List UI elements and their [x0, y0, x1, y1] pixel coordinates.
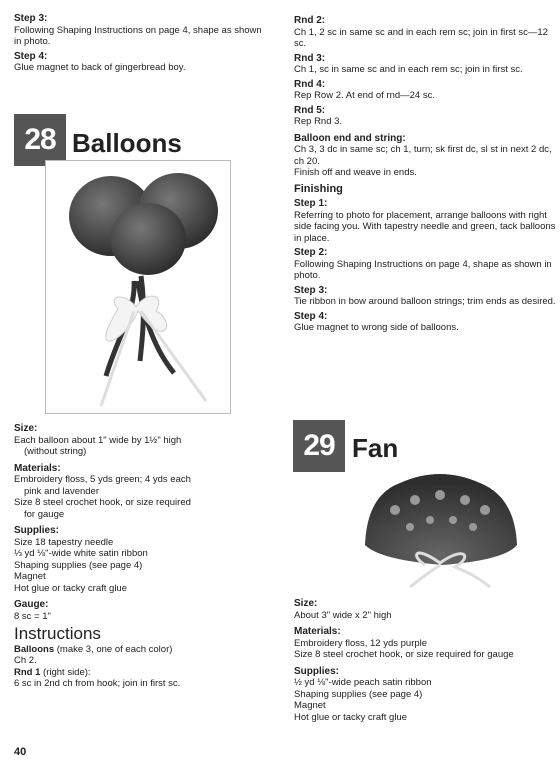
- rnd-heading: Rnd 5:: [294, 104, 326, 116]
- step-heading: Step 2:: [294, 247, 328, 258]
- materials-heading: Materials:: [294, 626, 341, 637]
- balloons-note: (make 3, one of each color): [54, 643, 173, 655]
- rnd-text: Ch 1, sc in same sc and in each rem sc; join in first sc.: [294, 64, 523, 75]
- rnd1-label: Rnd 1: [14, 666, 41, 678]
- supplies-heading: Supplies:: [294, 665, 340, 677]
- step-heading: Step 4:: [14, 50, 48, 62]
- balloons-instructions-continued: [294, 12, 556, 334]
- supplies-line: ⅓ yd ⅛"-wide white satin ribbon: [14, 548, 148, 559]
- materials-line: Size 8 steel crochet hook, or size required: [14, 497, 191, 508]
- finish-text: Finish off and weave in ends.: [294, 167, 417, 178]
- step-heading: Step 1:: [294, 198, 328, 209]
- pattern-number-badge: 29: [293, 420, 345, 472]
- balloons-label: Balloons: [14, 643, 55, 655]
- step-text: Following Shaping Instructions on page 4, shape as shown in photo.: [14, 24, 262, 47]
- step-text: Following Shaping Instructions on page 4, shape as shown in photo.: [294, 258, 552, 281]
- supplies-line: ½ yd ⅛"-wide peach satin ribbon: [294, 677, 432, 688]
- materials-line: Size 8 steel crochet hook, or size required for gauge: [294, 649, 514, 660]
- supplies-heading: Supplies:: [14, 525, 60, 536]
- pattern-number-badge: 28: [14, 114, 66, 166]
- size-heading: Size:: [294, 598, 318, 609]
- size-line: About 3" wide x 2" high: [294, 609, 392, 621]
- supplies-line: Magnet: [294, 700, 326, 711]
- step-heading: Step 4:: [294, 310, 328, 322]
- fan-photo: [355, 465, 525, 590]
- balloons-photo: [45, 160, 231, 414]
- balloons-illustration: [46, 161, 230, 413]
- gauge-line: 8 sc = 1": [14, 610, 51, 622]
- materials-line: Embroidery floss, 5 yds green; 4 yds each: [14, 474, 191, 485]
- size-line: (without string): [24, 446, 87, 457]
- materials-line: Embroidery floss, 12 yds purple: [294, 637, 428, 649]
- size-line: Each balloon about 1" wide by 1½" high: [14, 434, 182, 446]
- materials-heading: Materials:: [14, 462, 61, 474]
- supplies-line: Magnet: [14, 571, 46, 582]
- rnd-text: Ch 1, 2 sc in same sc and in each rem sc; join in first sc—12 sc.: [294, 26, 548, 49]
- step-text: Glue magnet to back of gingerbread boy.: [14, 62, 186, 73]
- rnd1-note: (right side):: [40, 666, 91, 678]
- rnd-text: Rep Rnd 3.: [294, 116, 343, 127]
- step-text: Tie ribbon in bow around balloon strings; trim ends as desired.: [294, 296, 556, 307]
- rnd-text: Rep Row 2. At end of rnd—24 sc.: [294, 90, 435, 101]
- materials-line: pink and lavender: [24, 485, 99, 497]
- balloon-end-text: Ch 3, 3 dc in same sc; ch 1, turn; sk first dc, sl st in next 2 dc, ch 20.: [294, 144, 552, 167]
- fan-illustration: [355, 465, 525, 590]
- pattern-title: Fan: [352, 433, 399, 463]
- instructions-heading: Instructions: [14, 624, 101, 643]
- step-heading: Step 3:: [294, 284, 328, 296]
- size-heading: Size:: [14, 423, 38, 434]
- supplies-line: Shaping supplies (see page 4): [14, 559, 143, 571]
- supplies-line: Size 18 tapestry needle: [14, 536, 114, 548]
- fan-specs: [294, 595, 556, 723]
- step-heading: Step 3:: [14, 13, 48, 24]
- balloon-end-heading: Balloon end and string:: [294, 132, 406, 144]
- ch2-line: Ch 2.: [14, 655, 37, 666]
- supplies-line: Hot glue or tacky craft glue: [294, 711, 407, 723]
- previous-pattern-steps: [14, 10, 269, 74]
- step-text: Referring to photo for placement, arrange balloons with right side facing you. With tapestry needle and green, tack balloons in place.: [294, 209, 556, 244]
- pattern-title: Balloons: [72, 128, 182, 158]
- gauge-heading: Gauge:: [14, 599, 49, 610]
- balloons-specs: [14, 420, 274, 690]
- materials-line: for gauge: [24, 508, 65, 520]
- finishing-heading: Finishing: [294, 182, 343, 195]
- page-number: 40: [14, 746, 27, 758]
- rnd1-line: 6 sc in 2nd ch from hook; join in first sc.: [14, 678, 181, 689]
- rnd-heading: Rnd 3:: [294, 52, 326, 64]
- rnd-heading: Rnd 4:: [294, 78, 326, 90]
- rnd-heading: Rnd 2:: [294, 15, 326, 26]
- supplies-line: Hot glue or tacky craft glue: [14, 582, 127, 594]
- supplies-line: Shaping supplies (see page 4): [294, 688, 423, 700]
- step-text: Glue magnet to wrong side of balloons.: [294, 322, 459, 333]
